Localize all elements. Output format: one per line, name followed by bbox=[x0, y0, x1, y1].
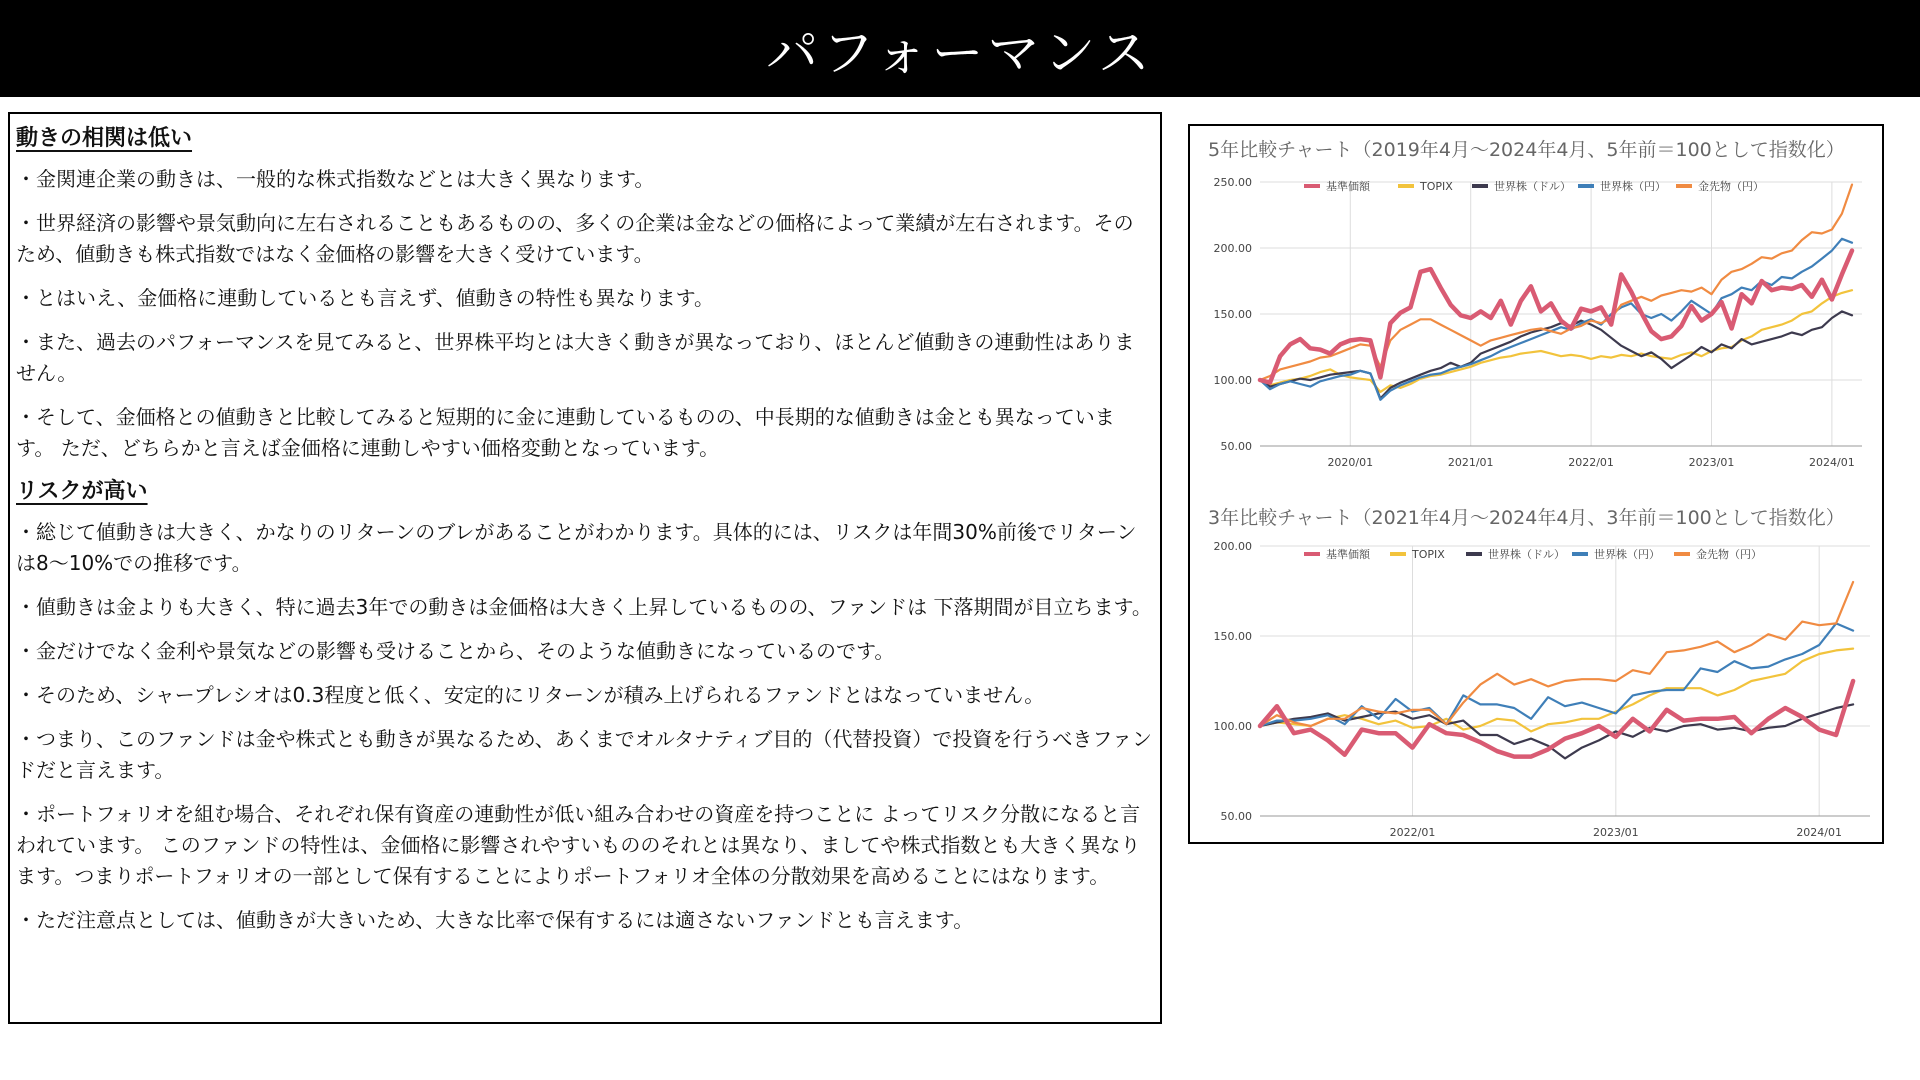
charts-svg bbox=[1190, 126, 1882, 842]
x-tick-label: 2022/01 bbox=[1389, 826, 1436, 839]
x-tick-label: 2024/01 bbox=[1809, 456, 1855, 469]
series-line-3 bbox=[1260, 623, 1853, 726]
legend-label: 基準価額 bbox=[1326, 548, 1370, 561]
x-tick-label: 2024/01 bbox=[1796, 826, 1843, 839]
legend-label: 世界株（ドル） bbox=[1494, 180, 1571, 193]
chart-1 bbox=[1208, 139, 1862, 469]
y-tick-label: 50.00 bbox=[1220, 440, 1252, 453]
legend-label: 世界株（円） bbox=[1600, 180, 1666, 193]
section-paragraph: ・また、過去のパフォーマンスを見てみると、世界株平均とは大きく動きが異なっており、ほとんど値動きの連動性はありません。 bbox=[16, 330, 1135, 385]
section-paragraph: ・つまり、このファンドは金や株式とも動きが異なるため、あくまでオルタナティブ目的（代替投資）で投資を行うべきファンドだと言えます。 bbox=[16, 727, 1152, 782]
section-paragraph: ・金だけでなく金利や景気などの影響も受けることから、そのような値動きになっているのです。 bbox=[16, 639, 895, 663]
header-bar bbox=[0, 0, 1920, 97]
series-line-0 bbox=[1260, 251, 1852, 383]
y-tick-label: 100.00 bbox=[1213, 374, 1252, 387]
legend-label: TOPIX bbox=[1420, 180, 1453, 193]
chart-title: 5年比較チャート（2019年4月～2024年4月、5年前＝100として指数化） bbox=[1208, 139, 1845, 161]
x-tick-label: 2023/01 bbox=[1688, 456, 1735, 469]
section-paragraph: ・そして、金価格との値動きと比較してみると短期的に金に連動しているものの、中長期的な値動きは金とも異なっています。 ただ、どちらかと言えば金価格に連動しやすい価格変動となっています。 bbox=[16, 405, 1115, 460]
section-paragraph: ・とはいえ、金価格に連動しているとも言えず、値動きの特性も異なります。 bbox=[16, 286, 714, 310]
section-paragraph: ・金関連企業の動きは、一般的な株式指数などとは大きく異なります。 bbox=[16, 167, 655, 191]
legend-label: 金先物（円） bbox=[1696, 548, 1762, 561]
legend-label: 金先物（円） bbox=[1698, 180, 1764, 193]
page-title: パフォーマンス bbox=[766, 24, 1154, 84]
section-paragraph: ・値動きは金よりも大きく、特に過去3年での動きは金価格は大きく上昇しているものの、ファンドは 下落期間が目立ちます。 bbox=[16, 595, 1152, 619]
series-line-4 bbox=[1260, 582, 1853, 726]
y-tick-label: 200.00 bbox=[1213, 540, 1252, 553]
section-paragraph: ・世界経済の影響や景気動向に左右されることもあるものの、多くの企業は金などの価格によって業績が左右されます。そのため、値動きも株式指数ではなく金価格の影響を大きく受けています。 bbox=[16, 211, 1134, 266]
chart-title: 3年比較チャート（2021年4月～2024年4月、3年前＝100として指数化） bbox=[1208, 507, 1845, 529]
x-tick-label: 2020/01 bbox=[1327, 456, 1374, 469]
y-tick-label: 150.00 bbox=[1213, 630, 1252, 643]
section-paragraph: ・ただ注意点としては、値動きが大きいため、大きな比率で保有するには適さないファンドとも言えます。 bbox=[16, 908, 974, 932]
section-paragraph: ・ポートフォリオを組む場合、それぞれ保有資産の連動性が低い組み合わせの資産を持つことに よってリスク分散になると言われています。 このファンドの特性は、金価格に影響されやすいもののそれとは異なり、ましてや株式指数とも大きく異なります。つまりポートフォリオの一部として保有することによりポートフォリオ全体の分散効果を高めることにはなります。 bbox=[16, 802, 1141, 888]
legend-label: 基準価額 bbox=[1326, 180, 1370, 193]
x-tick-label: 2023/01 bbox=[1592, 826, 1639, 839]
y-tick-label: 250.00 bbox=[1213, 176, 1252, 189]
section-heading: リスクが高い bbox=[16, 479, 148, 504]
legend-label: 世界株（円） bbox=[1594, 548, 1660, 561]
section-paragraph: ・総じて値動きは大きく、かなりのリターンのブレがあることがわかります。具体的には、リスクは年間30%前後でリターンは8～10%での推移です。 bbox=[16, 520, 1137, 575]
legend-label: 世界株（ドル） bbox=[1488, 548, 1565, 561]
x-tick-label: 2021/01 bbox=[1447, 456, 1494, 469]
section-paragraph: ・そのため、シャープレシオは0.3程度と低く、安定的にリターンが積み上げられるファンドとはなっていません。 bbox=[16, 683, 1045, 707]
series-line-3 bbox=[1260, 239, 1852, 400]
y-tick-label: 100.00 bbox=[1213, 720, 1252, 733]
text-panel bbox=[8, 112, 1162, 1024]
y-tick-label: 200.00 bbox=[1213, 242, 1252, 255]
chart-panel bbox=[1188, 124, 1884, 844]
chart-2 bbox=[1208, 507, 1870, 839]
y-tick-label: 50.00 bbox=[1220, 810, 1252, 823]
legend-label: TOPIX bbox=[1412, 548, 1445, 561]
section-heading: 動きの相関は低い bbox=[16, 126, 193, 151]
y-tick-label: 150.00 bbox=[1213, 308, 1252, 321]
x-tick-label: 2022/01 bbox=[1568, 456, 1614, 469]
